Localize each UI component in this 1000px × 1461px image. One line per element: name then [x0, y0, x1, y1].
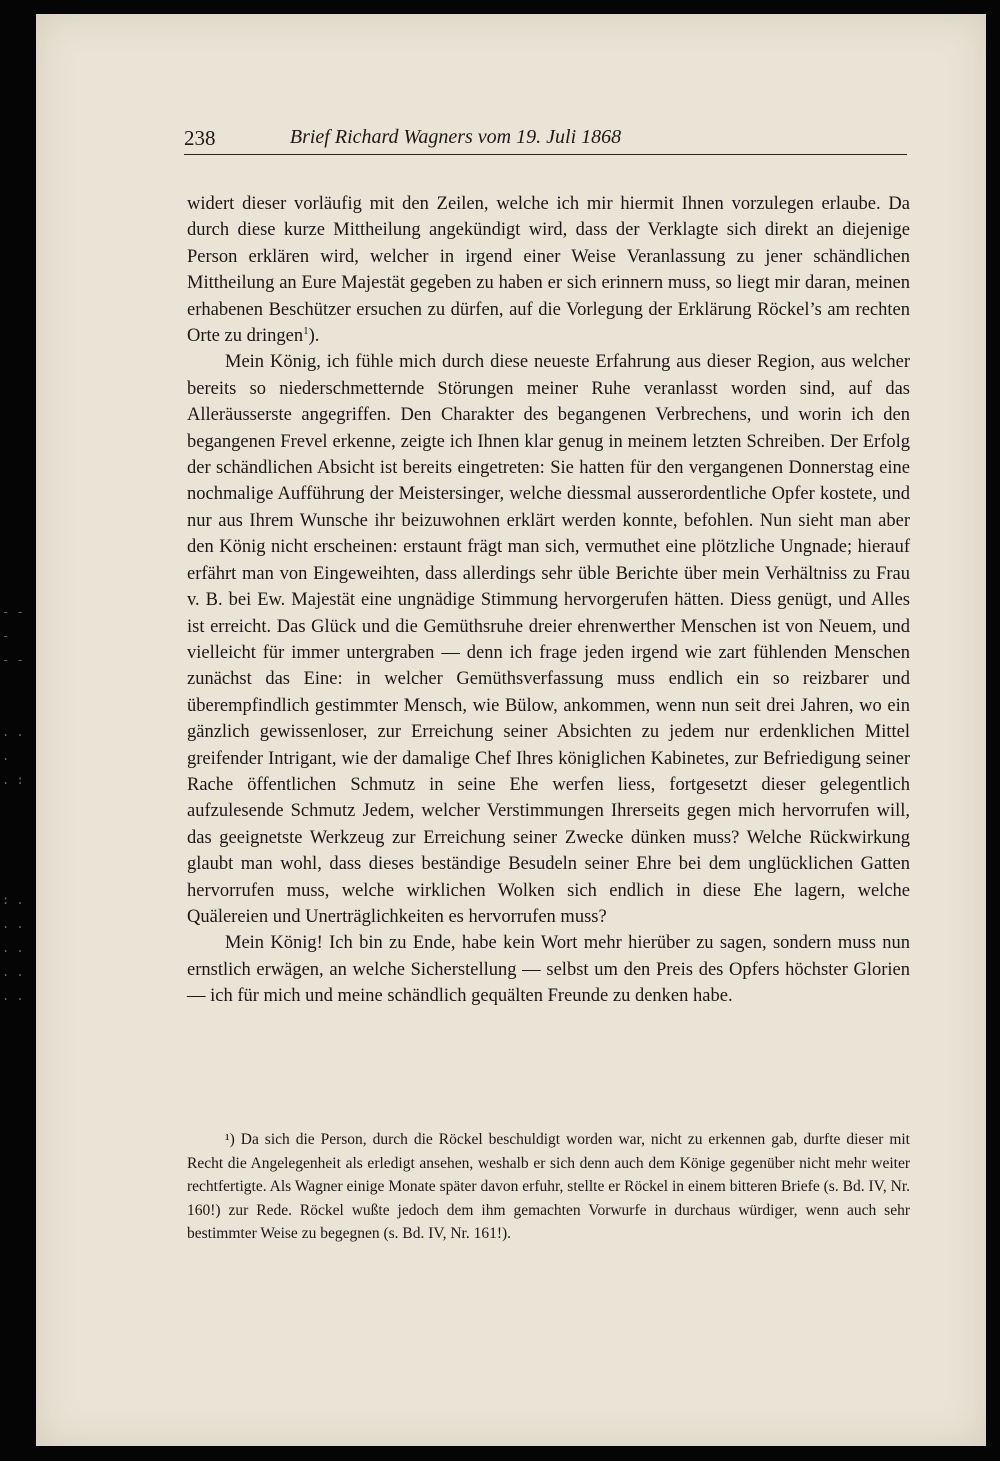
footnote-reference: 1	[303, 324, 309, 337]
scan-edge-marks: - - - - - . . . . : : . . . . . . . . .	[2, 605, 24, 1003]
running-head	[184, 126, 907, 155]
running-title: Brief Richard Wagners vom 19. Juli 1868	[289, 126, 622, 148]
paragraph-text: widert dieser vorläufig mit den Zeilen, welche ich mir hiermit Ihnen vorzulegen erlaube. Da durch diese kurze Mittheilung angekündigt wird, dass der Verklagte sich direkt an diejenige Person erklären wird, welcher in irgend einer Weise Veranlassung zu jener schändlichen Mittheilung an Eure Majestät gegeben zu haben er sich erinnern muss, so liegt mir daran, meinen erhabenen Beschützer ersuchen zu dürfen, auf die Vorlegung der Erklärung Röckel’s am rechten Orte zu dringen	[187, 194, 910, 347]
paragraph-end: ).	[308, 326, 320, 347]
paragraph-2: Mein König, ich fühle mich durch diese neueste Erfahrung aus dieser Region, aus welcher bereits so niederschmetternde Störungen meiner Ruhe veranlasst worden sind, auf das Alleräusserste angegriffen. Den Charakter des begangenen Verbrechens, und worin ich den begangenen Frevel erkenne, zeigte ich Ihnen klar genug in meinem letzten Schreiben. Der Erfolg der schändlichen Absicht ist bereits eingetreten: Sie hatten für den vergangenen Donnerstag eine nochmalige Aufführung der Meistersinger, welche diessmal ausserordentliche Opfer kostete, und nur aus Ihrem Wunsche ihr beizuwohnen erklärt werden konnte, befohlen. Nun sieht man aber den König nicht erscheinen: erstaunt frägt man sich, vermuthet eine plötzliche Ungnade; hierauf erfährt man von Eingeweihten, dass allerdings sehr üble Berichte über mein Verhältniss zu Frau v. B. bei Ew. Majestät eine ungnädige Stimmung hervorgerufen hätten. Diess genügt, und Alles ist erreicht. Das Glück und die Gemüthsruhe dreier ehrenwerther Menschen ist von Neuem, und vielleicht für immer untergraben — denn ich frage jeden irgend wie zart fühlenden Menschen zunächst das Eine: in welcher Gemüthsverfassung muss endlich ein so reizbarer und überempfindlich gestimmter Mensch, wie Bülow, ankommen, wenn nun seit drei Jahren, wo ein gänzlich gewissenloser, zur Erreichung seiner Absichten zu jedem nur erdenklichen Mittel greifender Intrigant, wie der damalige Chef Ihres königlichen Kabinetes, zur Befriedigung seiner Rache öffentlichen Schmutz in seine Ehe werfen liess, fortgesetzt dieser gelegentlich aufzulesende Schmutz Jedem, welcher Verstimmungen Ihrerseits gegen mich hervorrufen will, das geeignetste Werkzeug zur Erreichung seiner Zwecke dünken muss? Welche Rückwirkung glaubt man wohl, dass dieses beständige Besudeln seiner Ehre bei dem unglücklichen Gatten hervorrufen muss, welche wirklichen Wolken sich endlich in diese Ehe lagern, welche Quälereien und Unerträglichkeiten es hervorrufen muss?	[187, 352, 910, 927]
footnote-marker: ¹)	[225, 1131, 235, 1148]
paragraph-1	[187, 191, 910, 349]
footnote	[187, 1128, 910, 1246]
body-text	[187, 191, 910, 1010]
paragraph-3: Mein König! Ich bin zu Ende, habe kein Wort mehr hierüber zu sagen, sondern muss nun ernstlich erwägen, an welche Sicherstellung — selbst um den Preis des Opfers höchster Glorien — ich für mich und meine schändlich gequälten Freunde zu denken habe.	[187, 933, 910, 1007]
footnote-text: Da sich die Person, durch die Röckel beschuldigt worden war, nicht zu erkennen gab, durfte dieser mit Recht die Angelegenheit als erledigt ansehen, weshalb er sich denn auch dem Könige gegenüber nicht mehr weiter rechtfertigte. Als Wagner einige Monate später davon erfuhr, stellte er Röckel in einem bitteren Briefe (s. Bd. IV, Nr. 160!) zur Rede. Röckel wußte jedoch dem ihm gemachten Vorwurfe in durchaus würdiger, wenn auch sehr bestimmter Weise zu begegnen (s. Bd. IV, Nr. 161!).	[187, 1131, 910, 1242]
page-number: 238	[184, 126, 216, 150]
